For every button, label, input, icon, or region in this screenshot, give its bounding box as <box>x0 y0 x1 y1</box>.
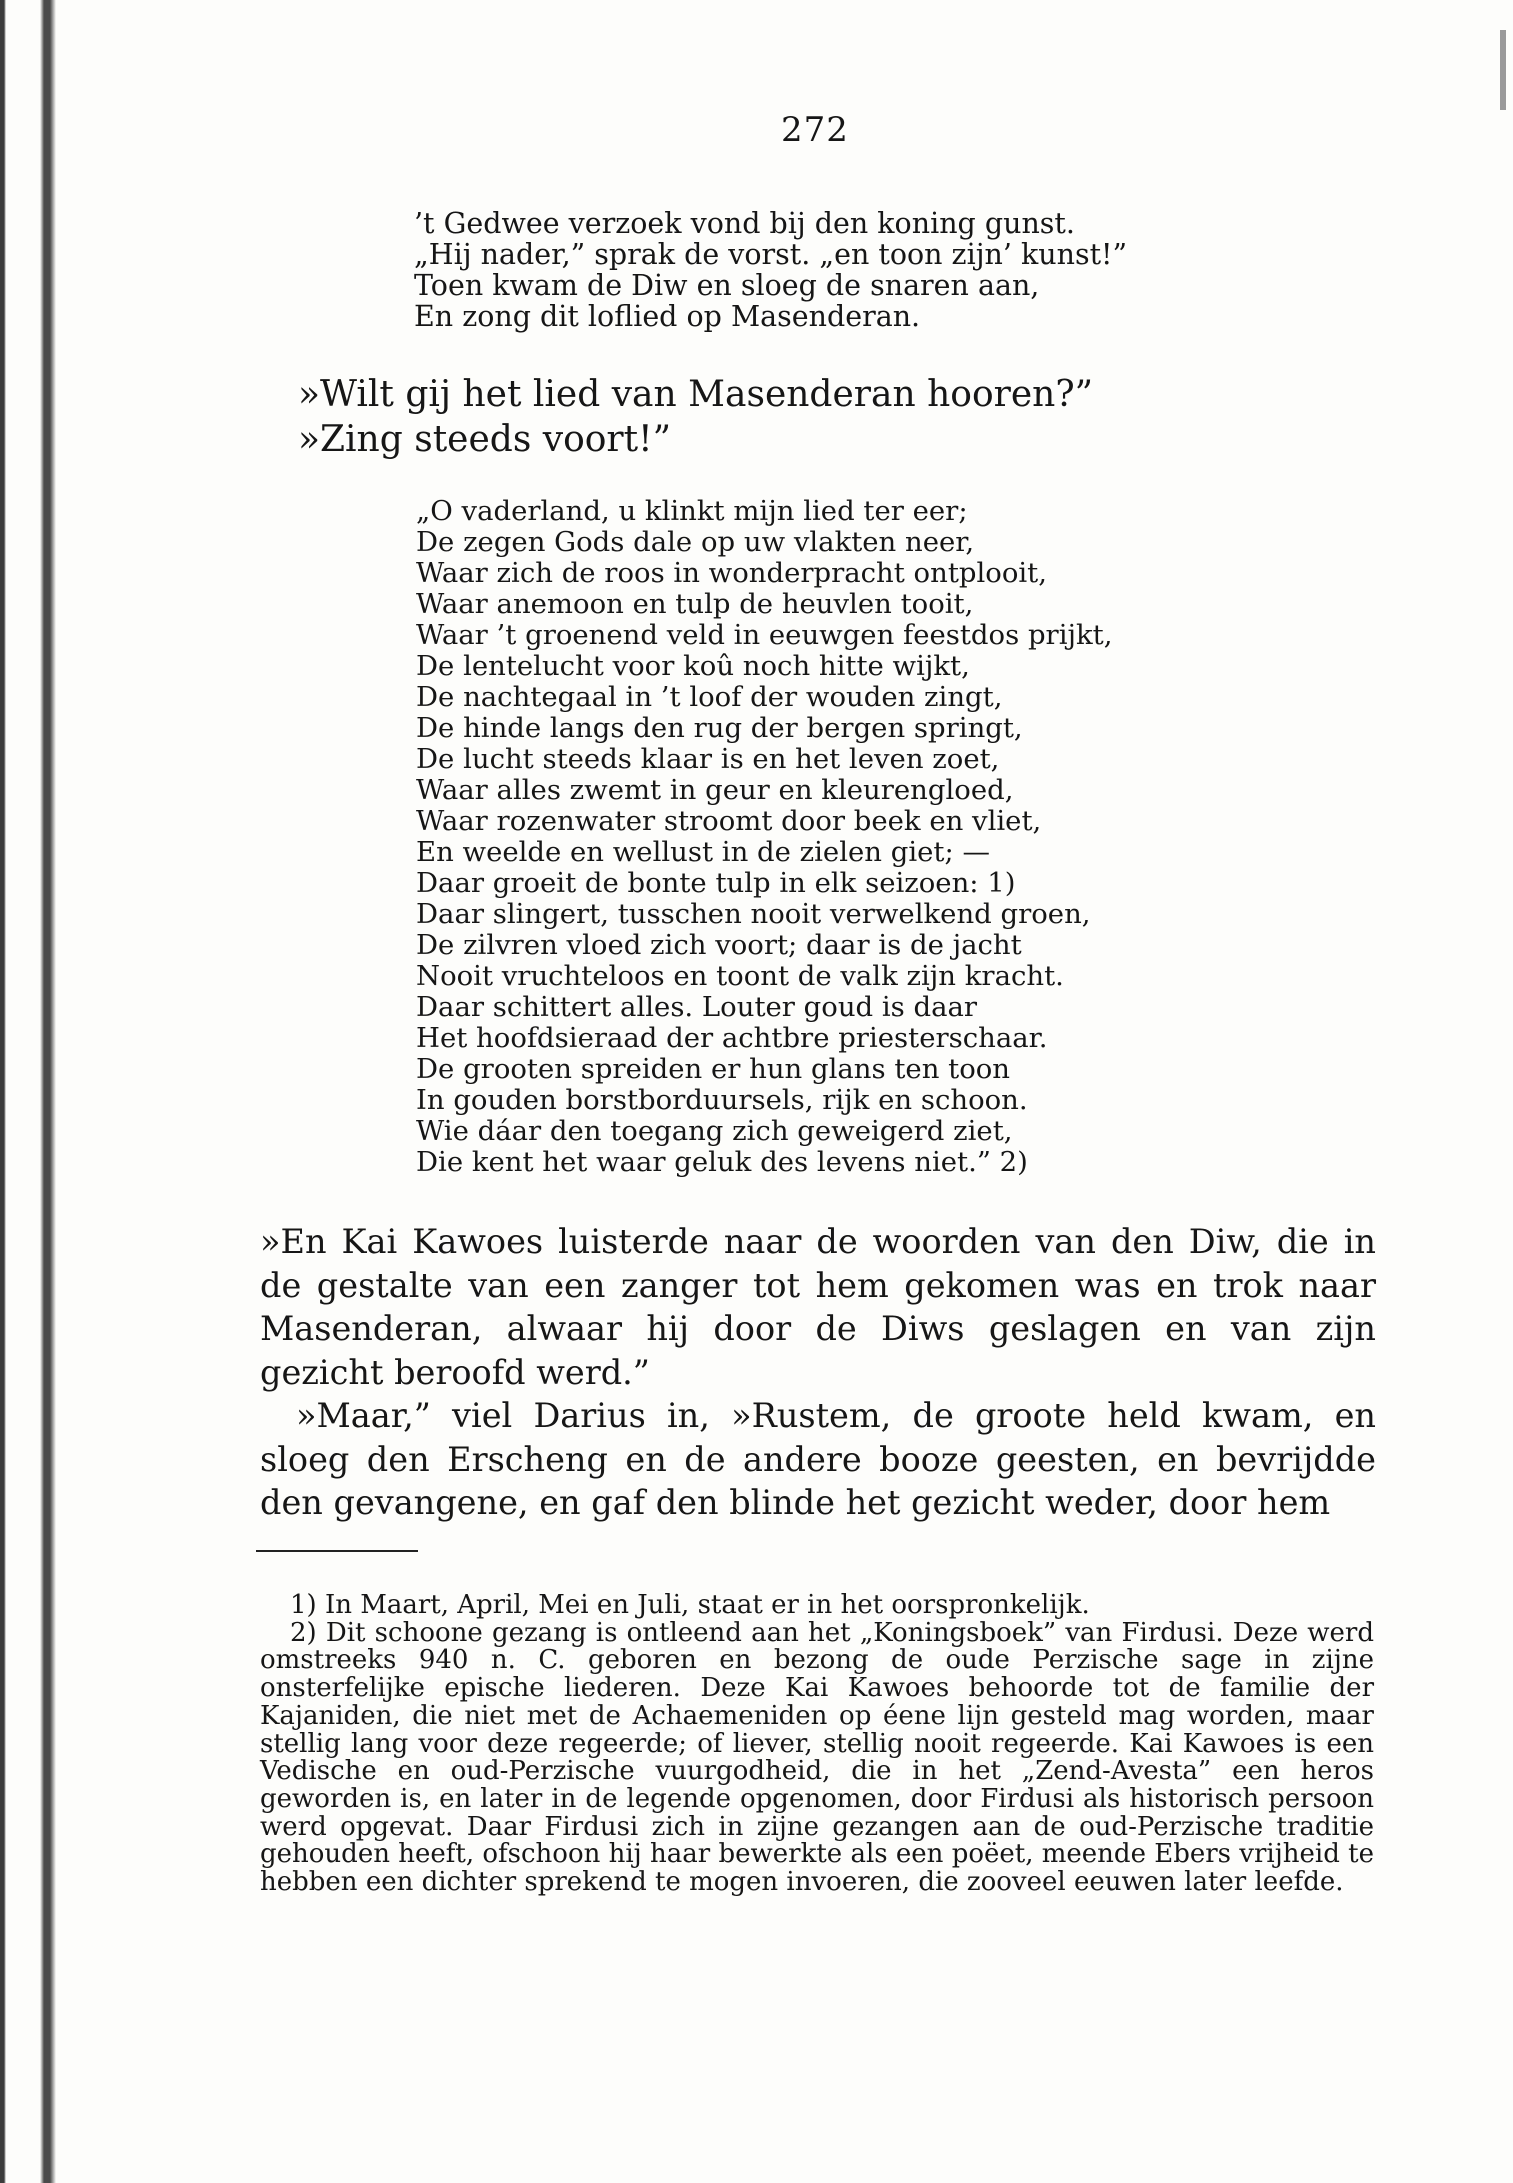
poem-line: Waar alles zwemt in geur en kleurengloed, <box>416 774 1014 806</box>
body-text <box>260 1220 1376 1525</box>
poem <box>416 496 1112 1178</box>
poem-line: De nachtegaal in ’t loof der wouden zingt, <box>416 681 1003 713</box>
poem-line: „O vaderland, u klinkt mijn lied ter eer; <box>416 495 968 527</box>
footnote: 1) In Maart, April, Mei en Juli, staat er in het oorspronkelijk. <box>290 1590 1090 1620</box>
footnotes <box>260 1592 1374 1897</box>
poem-line: Waar zich de roos in wonderpracht ontplooit, <box>416 557 1047 589</box>
poem-line: Wie dáar den toegang zich geweigerd ziet, <box>416 1115 1013 1147</box>
poem-line: En weelde en wellust in de zielen giet; — <box>416 836 990 868</box>
intro-line: En zong dit loflied op Masenderan. <box>414 300 921 333</box>
poem-line: Daar schittert alles. Louter goud is daar <box>416 991 978 1023</box>
poem-line: Daar slingert, tusschen nooit verwelkend groen, <box>416 898 1091 930</box>
right-edge-mark <box>1500 30 1506 110</box>
footnote-separator <box>256 1550 418 1552</box>
dialogue-line: »Wilt gij het lied van Masenderan hooren?” <box>298 374 1094 415</box>
poem-line: Daar groeit de bonte tulp in elk seizoen: 1) <box>416 867 1016 899</box>
poem-line: De zegen Gods dale op uw vlakten neer, <box>416 526 975 558</box>
intro-line: „Hij nader,” sprak de vorst. „en toon zijn’ kunst!” <box>414 238 1128 271</box>
poem-line: In gouden borstborduursels, rijk en schoon. <box>416 1084 1028 1116</box>
intro-verse <box>414 208 1127 332</box>
poem-line: Nooit vruchteloos en toont de valk zijn kracht. <box>416 960 1064 992</box>
poem-line: Waar ’t groenend veld in eeuwgen feestdos prijkt, <box>416 619 1113 651</box>
poem-line: Waar rozenwater stroomt door beek en vliet, <box>416 805 1042 837</box>
intro-line: Toen kwam de Diw en sloeg de snaren aan, <box>414 269 1040 302</box>
footnote: 2) Dit schoone gezang is ontleend aan het „Koningsboek” van Firdusi. Deze werd omstreeks 940 n. C. geboren en bezong de oude Perzische sage in zijne onsterfelijke epische liederen. Deze Kai Kawoes behoorde tot de familie der Kajaniden, die niet met de Achaemeniden op éene lijn gesteld mag worden, maar stellig lang voor deze regeerde; of liever, stellig nooit regeerde. Kai Kawoes is een Vedische en oud-Perzische vuurgodheid, die in het „Zend-Avesta” een heros geworden is, en later in de legende opgenomen, door Firdusi als historisch persoon werd opgevat. Daar Firdusi zich in zijne gezangen aan de oud-Perzische traditie gehouden heeft, ofschoon hij haar bewerkte als een poëet, meende Ebers vrijheid te hebben een dichter sprekend te mogen invoeren, die zooveel eeuwen later leefde. <box>260 1617 1374 1898</box>
poem-line: De lentelucht voor koû noch hitte wijkt, <box>416 650 970 682</box>
poem-line: De lucht steeds klaar is en het leven zoet, <box>416 743 1000 775</box>
poem-line: Waar anemoon en tulp de heuvlen tooit, <box>416 588 974 620</box>
poem-line: Die kent het waar geluk des levens niet.” 2) <box>416 1146 1028 1178</box>
body-paragraph: »En Kai Kawoes luisterde naar de woorden van den Diw, die in de gestalte van een zanger tot hem gekomen was en trok naar Masenderan, alwaar hij door de Diws geslagen en van zijn gezicht beroofd werd.” <box>260 1222 1376 1392</box>
poem-line: De hinde langs den rug der bergen springt, <box>416 712 1023 744</box>
poem-line: De grooten spreiden er hun glans ten toon <box>416 1053 1011 1085</box>
page-number: 272 <box>781 110 849 150</box>
body-paragraph: »Maar,” viel Darius in, »Rustem, de groote held kwam, en sloeg den Erscheng en de andere booze geesten, en bevrijdde den gevangene, en gaf den blinde het gezicht weder, door hem <box>260 1396 1376 1522</box>
poem-line: De zilvren vloed zich voort; daar is de jacht <box>416 929 1022 961</box>
binding-edge-shadow <box>0 0 70 2183</box>
dialogue-line: »Zing steeds voort!” <box>298 419 671 460</box>
poem-line: Het hoofdsieraad der achtbre priesterschaar. <box>416 1022 1048 1054</box>
intro-line: ’t Gedwee verzoek vond bij den koning gunst. <box>414 207 1075 240</box>
dialogue-lines <box>298 372 1093 462</box>
